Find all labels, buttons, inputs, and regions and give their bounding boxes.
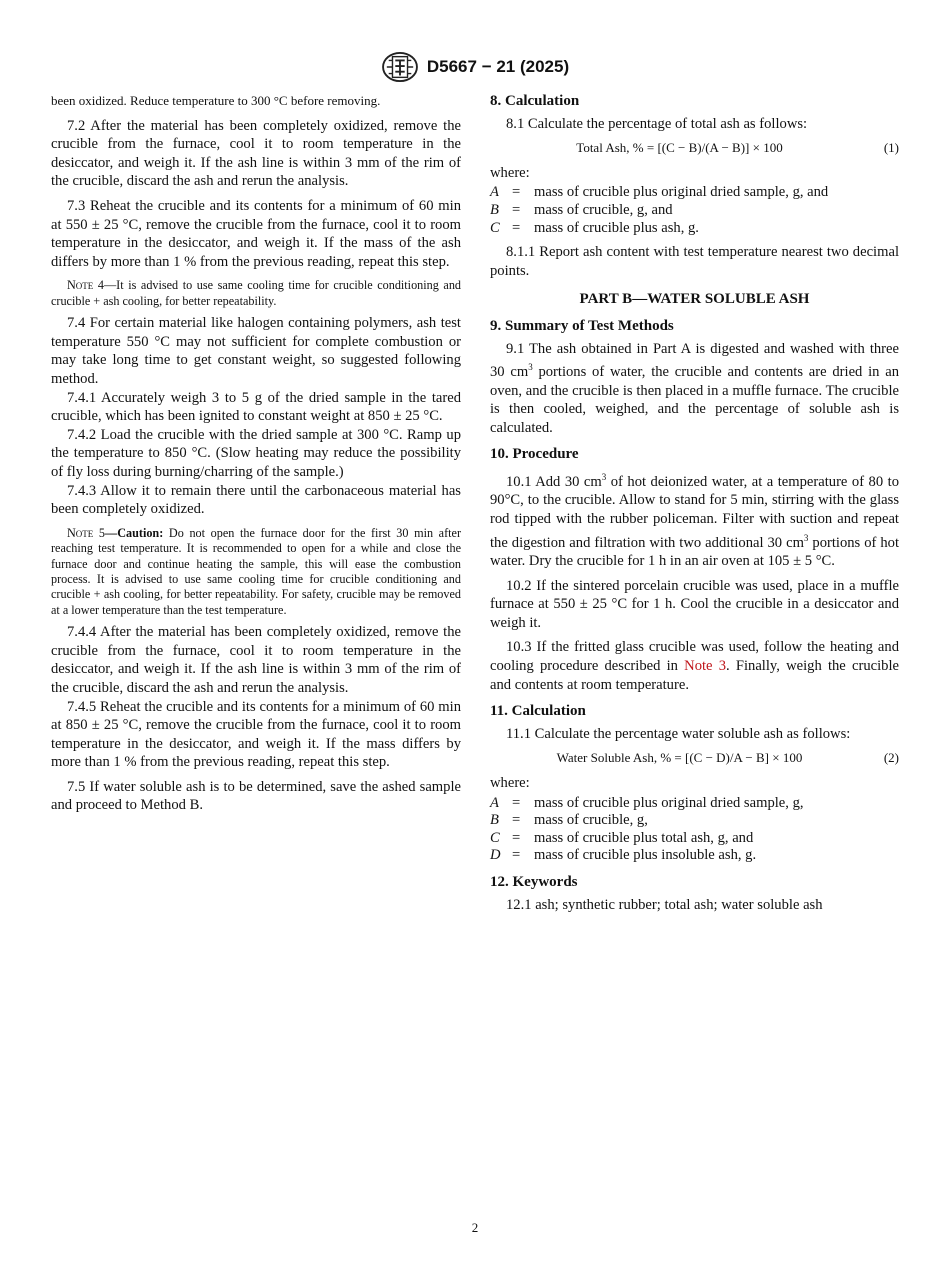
note-5 xyxy=(51,526,461,618)
variable-row: B = mass of crucible, g, xyxy=(490,812,648,829)
note-3-link[interactable]: Note 3 xyxy=(684,658,727,675)
variable-list-1 xyxy=(490,184,828,237)
heading-9: 9. Summary of Test Methods xyxy=(490,317,674,334)
page-header xyxy=(0,50,950,84)
section-7-5: 7.5 If water soluble ash is to be determined, save the ashed sample and proceed to Method B. xyxy=(51,778,461,814)
section-9-1: 9.1 The ash obtained in Part A is digested and washed with three 30 $cm^3$ portions of water, the crucible and contents are dried in an oven, and the crucible is then placed in a muffle furnace. The crucible is then cooled, weighed, and the percentage of soluble ash is calculated. xyxy=(490,340,899,436)
section-7-4-1: 7.4.1 Accurately weigh 3 to 5 g of the dried sample in the tared crucible, which has been ignited to constant weight at 850 ± 25 °C. xyxy=(51,389,461,425)
variable-row: C = mass of crucible plus total ash, g, and xyxy=(490,829,754,846)
note-4-text: —It is advised to use same cooling time for crucible conditioning and crucible + ash cooling, for better repeatability. xyxy=(51,278,462,308)
left-column xyxy=(51,92,461,815)
continued-text: been oxidized. Reduce temperature to 300 °C before removing. xyxy=(51,93,381,108)
section-8-1-1: 8.1.1 Report ash content with test temperature nearest two decimal points. xyxy=(490,244,899,279)
variable-row: D = mass of crucible plus insoluble ash, g. xyxy=(490,847,757,864)
section-8-1: 8.1 Calculate the percentage of total ash as follows: xyxy=(506,115,808,132)
heading-8: 8. Calculation xyxy=(490,93,580,109)
equation-2-number: (2) xyxy=(883,750,899,766)
note-5-caution: —Caution: xyxy=(105,525,164,540)
heading-12: 12. Keywords xyxy=(490,873,578,890)
where-label-1: where: xyxy=(490,164,530,181)
section-11-1: 11.1 Calculate the percentage water soluble ash as follows: xyxy=(506,725,851,742)
variable-row: A = mass of crucible plus original dried sample, g, xyxy=(490,794,804,811)
section-10-2: 10.2 If the sintered porcelain crucible was used, place in a muffle furnace at 550 ± 25 °C for 1 h. Cool the crucible in a desiccator and weigh it. xyxy=(490,577,899,631)
variable-row: B = mass of crucible, g, and xyxy=(490,201,673,218)
heading-10: 10. Procedure xyxy=(490,446,579,463)
right-column xyxy=(490,92,899,914)
section-7-4-3: 7.4.3 Allow it to remain there until the carbonaceous material has been completely oxidized. xyxy=(51,482,461,518)
section-7-4-2: 7.4.2 Load the crucible with the dried sample at 300 °C. Ramp up the temperature to 850 °C. (Slow heating may reduce the possibility of fly loss during burning/charring of the sample.) xyxy=(51,426,461,480)
section-12-1: 12.1 ash; synthetic rubber; total ash; water soluble ash xyxy=(506,896,823,913)
section-7-3: 7.3 Reheat the crucible and its contents for a minimum of 60 min at 550 ± 25 °C, remove the crucible from the furnace, cool it to room temperature in the desiccator, and weigh it. If the mass of the ash differs by more than 1 % from the previous reading, repeat this step. xyxy=(51,197,461,270)
page-number: 2 xyxy=(471,1220,479,1235)
note-5-label: Note 5 xyxy=(67,525,106,540)
note-5-text: Do not open the furnace door for the first 30 min after reaching test temperature. It is recommended to open for a while and close the furnace door and continue heating the sample, this will ease the combustion process. It is advised to use same cooling time for crucible conditioning and crucible + ash cooling, for better repeatability. For safety, crucible may be removed at a lower temperature than the test temperature. xyxy=(51,525,462,617)
section-10-3: 10.3 If the fritted glass crucible was used, follow the heating and cooling procedure described in Note 3. Finally, weigh the crucible and contents at room temperature. xyxy=(490,639,899,693)
section-7-4: 7.4 For certain material like halogen containing polymers, ash test temperature 550 °C may not sufficient for complete combustion or may take long time to get constant weight, so suggested following method. xyxy=(51,315,461,387)
section-7-4-5: 7.4.5 Reheat the crucible and its contents for a minimum of 60 min at 850 ± 25 °C, remove the crucible from the furnace, cool it to room temperature in the desiccator, and weigh it. If the mass differs by more than 1 % from the previous reading, repeat this step. xyxy=(51,698,461,771)
equation-1-formula: Total Ash, % = [(C − B)/(A − B)] × 100 xyxy=(576,140,783,156)
note-4 xyxy=(51,278,461,309)
equation-1-number: (1) xyxy=(883,140,899,156)
astm-logo-icon xyxy=(381,51,419,83)
note-4-label: Note 4 xyxy=(67,278,104,293)
equation-2-formula: Water Soluble Ash, % = [(C − D)/A − B] × 100 xyxy=(556,750,803,766)
variable-row: C = mass of crucible plus ash, g. xyxy=(490,219,699,236)
section-10-1: 10.1 Add 30 $cm^3$ of hot deionized water, at a temperature of 80 to 90°C, to the crucible. Allow to stand for 5 min, stirring with the glass rod tipped with the rubber policeman. Filter with suction and repeat the digestion and filtration with two additional 30 $cm^3$ portions of hot water. Dry the crucible for 1 h in an air oven at 105 ± 5 °C. xyxy=(490,471,899,570)
variable-list-2 xyxy=(490,795,804,865)
equation-1 xyxy=(490,139,899,158)
section-7-2: 7.2 After the material has been completely oxidized, remove the crucible from the furnace, cool it to room temperature in the desiccator, and weigh it. If the ash line is within 3 mm of the rim of the crucible, discard the ash and rerun the analysis. xyxy=(51,117,461,190)
standard-designation: D5667 − 21 (2025) xyxy=(426,57,570,76)
part-b-title: PART B—WATER SOLUBLE ASH xyxy=(579,291,810,308)
section-7-4-4: 7.4.4 After the material has been completely oxidized, remove the crucible from the furnace, cool it to room temperature in the desiccator, and weigh it. If the ash line is within 3 mm of the rim of the crucible, discard the ash and rerun the analysis. xyxy=(51,624,461,696)
heading-11: 11. Calculation xyxy=(490,703,586,720)
equation-2 xyxy=(490,749,899,768)
variable-row: A = mass of crucible plus original dried sample, g, and xyxy=(490,184,829,201)
where-label-2: where: xyxy=(490,774,530,791)
